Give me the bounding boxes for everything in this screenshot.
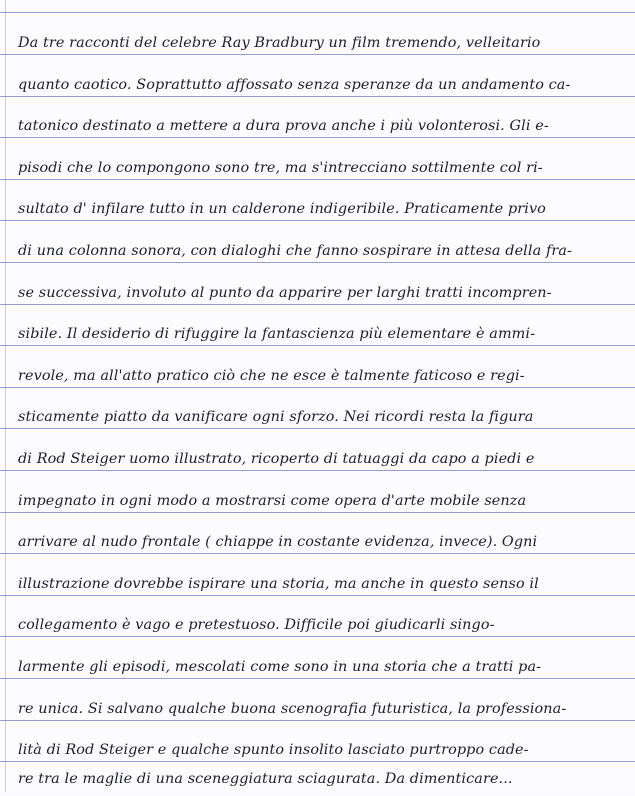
text-line: sibile. Il desiderio di rifuggire la fantascienza più elementare è ammi- [18, 326, 536, 342]
text-line: Da tre racconti del celebre Ray Bradbury un film tremendo, velleitario [18, 35, 541, 51]
text-line: di Rod Steiger uomo illustrato, ricoperto di tatuaggi da capo a piedi e [18, 451, 535, 467]
text-line: se successiva, involuto al punto da apparire per larghi tratti incompren- [18, 285, 552, 301]
text-line: pisodi che lo compongono sono tre, ma s'intrecciano sottilmente col ri- [18, 160, 543, 176]
text-line: revole, ma all'atto pratico ciò che ne esce è talmente faticoso e regi- [18, 368, 525, 384]
text-line: impegnato in ogni modo a mostrarsi come opera d'arte mobile senza [18, 493, 527, 509]
text-line: larmente gli episodi, mescolati come sono in una storia che a tratti pa- [18, 659, 542, 675]
text-line: re tra le maglie di una sceneggiatura sciagurata. Da dimenticare... [18, 771, 513, 787]
text-line: collegamento è vago e pretestuoso. Difficile poi giudicarli singo- [18, 617, 495, 633]
text-line: lità di Rod Steiger e qualche spunto insolito lasciato purtroppo cade- [18, 742, 529, 758]
text-line: sultato d' infilare tutto in un calderone indigeribile. Praticamente privo [18, 201, 546, 217]
text-line: sticamente piatto da vanificare ogni sforzo. Nei ricordi resta la figura [18, 409, 534, 425]
text-line: re unica. Si salvano qualche buona scenografia futuristica, la professiona- [18, 701, 567, 717]
text-line: tatonico destinato a mettere a dura prova anche i più volonterosi. Gli e- [18, 118, 549, 134]
ruled-line [0, 12, 635, 13]
text-line: illustrazione dovrebbe ispirare una storia, ma anche in questo senso il [18, 576, 539, 592]
text-line: di una colonna sonora, con dialoghi che fanno sospirare in attesa della fra- [18, 243, 572, 259]
text-line: quanto caotico. Soprattutto affossato senza speranze da un andamento ca- [18, 77, 571, 93]
text-line: arrivare al nudo frontale ( chiappe in costante evidenza, invece). Ogni [18, 534, 538, 550]
margin-line [5, 0, 6, 792]
